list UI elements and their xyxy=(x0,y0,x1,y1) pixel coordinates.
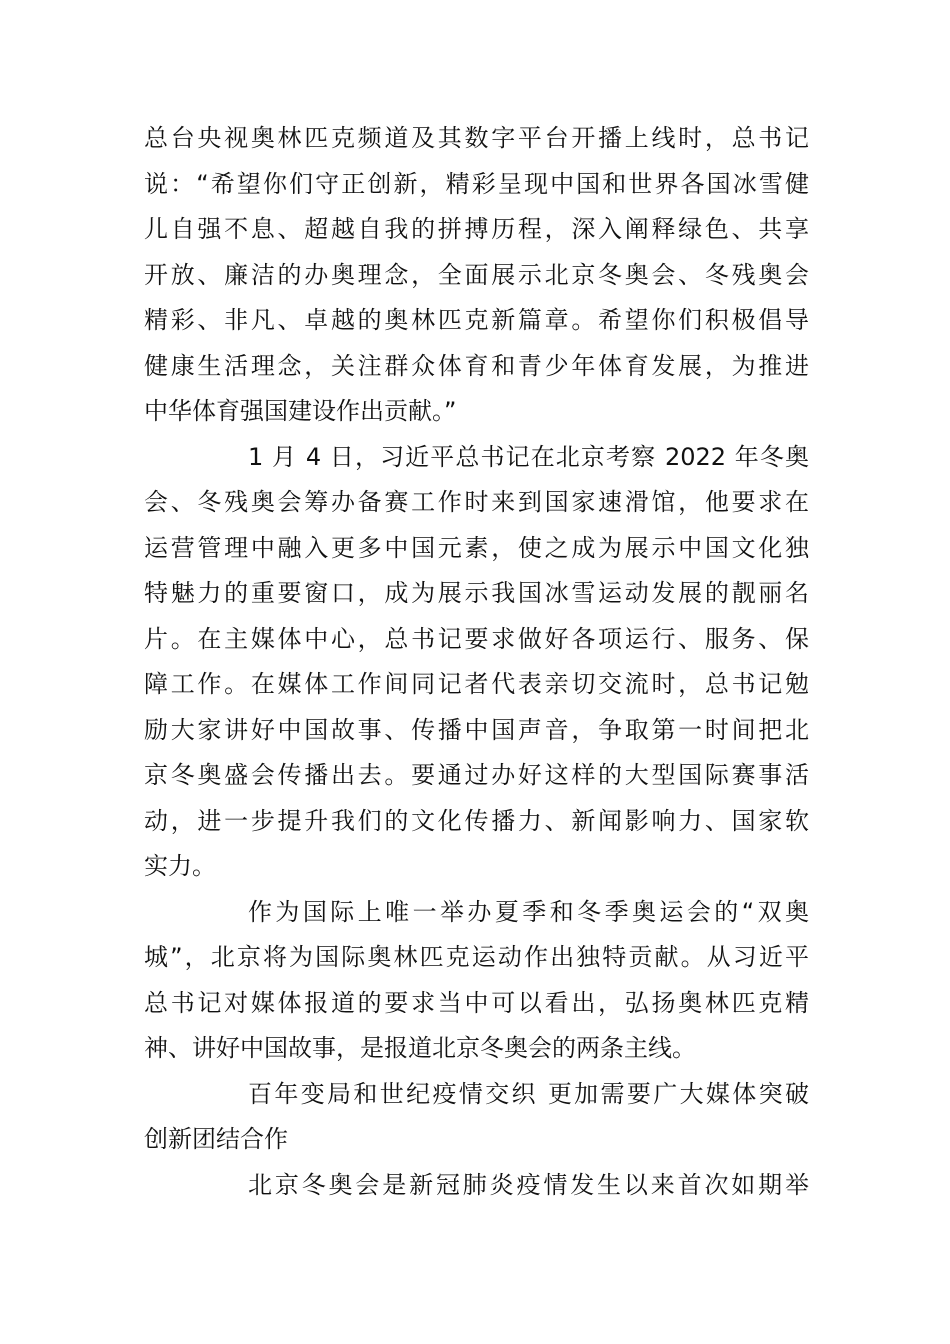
text-line: 作为国际上唯一举办夏季和冬季奥运会的“双奥 xyxy=(248,897,809,926)
paragraph-quote xyxy=(144,116,809,435)
text-line: 说：“希望你们守正创新，精彩呈现中国和世界各国冰雪健 xyxy=(144,169,809,198)
text-line: 励大家讲好中国故事、传播中国声音，争取第一时间把北 xyxy=(144,715,809,744)
text-line: 总台央视奥林匹克频道及其数字平台开播上线时，总书记 xyxy=(144,124,809,152)
text-line: 障工作。在媒体工作间同记者代表亲切交流时，总书记勉 xyxy=(144,670,809,698)
section-heading xyxy=(144,1072,809,1163)
text-line: 特魅力的重要窗口，成为展示我国冰雪运动发展的靓丽名 xyxy=(144,579,809,607)
text-line: 实力。 xyxy=(144,852,216,880)
text-line: 儿自强不息、超越自我的拼搏历程，深入阐释绿色、共享 xyxy=(144,215,809,243)
text-line: 开放、廉洁的办奥理念，全面展示北京冬奥会、冬残奥会 xyxy=(144,260,809,289)
text-line: 中华体育强国建设作出贡献。” xyxy=(144,397,457,425)
text-line: 百年变局和世纪疫情交织 更加需要广大媒体突破 xyxy=(248,1079,809,1108)
text-line: 神、讲好中国故事，是报道北京冬奥会的两条主线。 xyxy=(144,1034,696,1062)
document-body xyxy=(144,116,809,1208)
text-line: 片。在主媒体中心，总书记要求做好各项运行、服务、保 xyxy=(144,624,809,653)
text-line: 总书记对媒体报道的要求当中可以看出，弘扬奥林匹克精 xyxy=(144,988,809,1017)
paragraph-dual-olympic-city xyxy=(144,890,809,1072)
text-line: 动，进一步提升我们的文化传播力、新闻影响力、国家软 xyxy=(144,806,809,835)
text-line: 城”，北京将为国际奥林匹克运动作出独特贡献。从习近平 xyxy=(144,943,809,971)
text-line: 创新团结合作 xyxy=(144,1125,288,1153)
text-line: 北京冬奥会是新冠肺炎疫情发生以来首次如期举 xyxy=(248,1170,809,1199)
text-line: 运营管理中融入更多中国元素，使之成为展示中国文化独 xyxy=(144,533,809,562)
text-line: 京冬奥盛会传播出去。要通过办好这样的大型国际赛事活 xyxy=(144,761,809,789)
paragraph-inspection xyxy=(144,435,809,890)
text-line: 健康生活理念，关注群众体育和青少年体育发展，为推进 xyxy=(144,351,809,380)
paragraph-pandemic xyxy=(144,1163,809,1209)
text-line: 1 月 4 日，习近平总书记在北京考察 2022 年冬奥 xyxy=(248,442,809,471)
text-line: 会、冬残奥会筹办备赛工作时来到国家速滑馆，他要求在 xyxy=(144,488,809,516)
text-line: 精彩、非凡、卓越的奥林匹克新篇章。希望你们积极倡导 xyxy=(144,306,809,334)
